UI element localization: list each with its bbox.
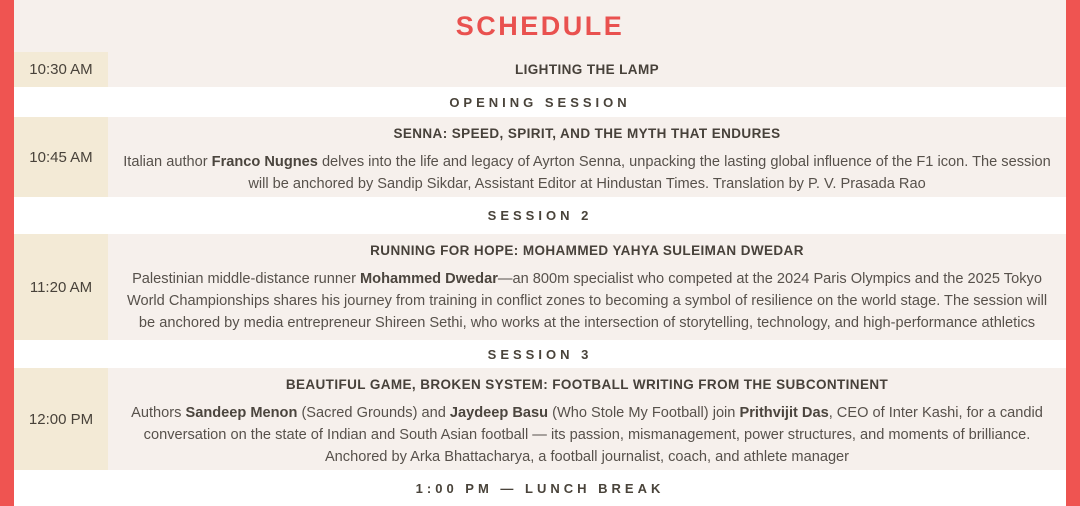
session-description: Italian author Franco Nugnes delves into the life and legacy of Ayrton Senna, unpacking the lasting global influence of the F1 icon. The session will be anchored by Sandip Sikdar, Assistant Editor at Hindustan Times. Translation by P. V. Prasada Rao bbox=[123, 154, 1051, 192]
time-label: 11:20 AM bbox=[29, 278, 93, 296]
right-accent-bar bbox=[1066, 0, 1080, 506]
time-cell bbox=[14, 234, 108, 340]
session-row-beautiful-game bbox=[14, 368, 1066, 470]
time-cell bbox=[14, 368, 108, 470]
page-title: SCHEDULE bbox=[455, 10, 625, 41]
divider-opening-session bbox=[14, 87, 1066, 117]
left-accent-bar bbox=[0, 0, 14, 506]
session-description: Authors Sandeep Menon (Sacred Grounds) and Jaydeep Basu (Who Stole My Football) join Prithvijit Das, CEO of Inter Kashi, for a candid conversation on the state of Indian and South Asian football — its passion, mismanagement, power structures, and moments of brilliance. Anchored by Arka Bhattacharya, a football journalist, coach, and athlete manager bbox=[131, 405, 1043, 465]
session-content bbox=[108, 117, 1066, 197]
session-description: Palestinian middle-distance runner Mohammed Dwedar—an 800m specialist who competed at the 2024 Paris Olympics and the 2025 Tokyo World Championships shares his journey from training in conflict zones to becoming a symbol of resilience on the world stage. The session will be anchored by media entrepreneur Shireen Sethi, who works at the intersection of storytelling, technology, and high-performance athletics bbox=[126, 271, 1048, 331]
session-content bbox=[108, 234, 1066, 340]
divider-session-3 bbox=[14, 340, 1066, 368]
schedule-main bbox=[14, 0, 1066, 506]
time-label: 12:00 PM bbox=[28, 410, 94, 428]
time-label: 10:45 AM bbox=[29, 148, 93, 166]
divider-label: SESSION 2 bbox=[487, 208, 593, 223]
session-row-senna bbox=[14, 117, 1066, 197]
time-cell bbox=[14, 52, 108, 87]
divider-label: OPENING SESSION bbox=[449, 94, 631, 110]
session-row-lighting-the-lamp bbox=[14, 52, 1066, 87]
session-row-running-for-hope bbox=[14, 234, 1066, 340]
divider-label: 1:00 PM — LUNCH BREAK bbox=[415, 480, 665, 496]
session-title: RUNNING FOR HOPE: MOHAMMED YAHYA SULEIMAN DWEDAR bbox=[370, 243, 804, 258]
time-label: 10:30 AM bbox=[29, 61, 93, 78]
divider-lunch-break bbox=[14, 470, 1066, 506]
title-band bbox=[14, 0, 1066, 52]
session-content bbox=[108, 368, 1066, 470]
session-title: BEAUTIFUL GAME, BROKEN SYSTEM: FOOTBALL WRITING FROM THE SUBCONTINENT bbox=[285, 377, 889, 392]
session-title: LIGHTING THE LAMP bbox=[514, 62, 660, 77]
divider-session-2 bbox=[14, 197, 1066, 234]
session-content bbox=[108, 52, 1066, 87]
time-cell bbox=[14, 117, 108, 197]
divider-label: SESSION 3 bbox=[487, 346, 593, 362]
session-title: SENNA: SPEED, SPIRIT, AND THE MYTH THAT ENDURES bbox=[393, 126, 781, 141]
